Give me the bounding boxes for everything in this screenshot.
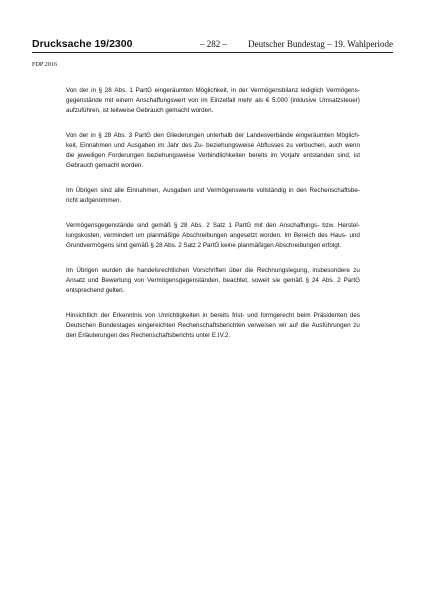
line-word: vermindert bbox=[103, 232, 134, 239]
line-word: 5.000 bbox=[272, 97, 288, 104]
line-word: § bbox=[98, 87, 103, 94]
line-word: des bbox=[317, 232, 328, 239]
line-word: der bbox=[238, 87, 248, 94]
line-text: Gebrauch gemacht worden. bbox=[66, 162, 144, 169]
line-word: bereits bbox=[248, 152, 268, 159]
line-word: des bbox=[181, 142, 192, 149]
line-word: frist- bbox=[232, 312, 245, 319]
line-word: zu bbox=[353, 322, 360, 329]
line-word: keit, bbox=[66, 142, 78, 149]
line-text: richt aufgenommen. bbox=[66, 197, 122, 204]
text-line bbox=[66, 151, 360, 161]
line-word: Im bbox=[66, 187, 73, 194]
line-word: Anschaffungs- bbox=[279, 222, 320, 229]
line-word: Ausgaben bbox=[127, 142, 156, 149]
line-word: Vorschriften bbox=[192, 267, 226, 274]
line-word: den bbox=[265, 222, 277, 229]
line-word: beim bbox=[297, 312, 311, 319]
line-word: Von bbox=[66, 132, 77, 139]
line-word: Rechenschaftsbe- bbox=[309, 187, 360, 194]
text-line bbox=[66, 131, 360, 141]
line-text: den Erläuterungen des Rechenschaftsberichts unter E.IV.2. bbox=[66, 332, 231, 339]
line-word: Rechnungslegung, bbox=[256, 267, 309, 274]
text-line bbox=[66, 106, 360, 116]
line-word: soweit bbox=[251, 277, 270, 284]
line-word: einem bbox=[116, 97, 134, 104]
line-word: im bbox=[157, 142, 165, 149]
line-word: zu bbox=[286, 142, 293, 149]
line-word: jeweiligen bbox=[77, 152, 105, 159]
line-word: und bbox=[349, 232, 360, 239]
line-word: alle bbox=[114, 187, 125, 194]
line-word: 28 bbox=[180, 222, 188, 229]
parliament-term: Deutscher Bundestag – 19. Wahlperiode bbox=[248, 39, 393, 49]
text-line bbox=[66, 86, 360, 96]
paragraph bbox=[66, 131, 360, 171]
text-line bbox=[66, 286, 360, 296]
line-word: 2 bbox=[206, 222, 210, 229]
line-word: Abs. bbox=[190, 222, 204, 229]
line-word: planmäßige bbox=[146, 232, 180, 239]
line-word: formgerecht bbox=[260, 312, 295, 319]
line-word: im bbox=[200, 97, 208, 104]
paragraph bbox=[66, 86, 360, 116]
line-word: verbuchen, bbox=[295, 142, 327, 149]
line-word: angesetzt bbox=[229, 232, 258, 239]
line-word: in bbox=[202, 312, 208, 319]
line-word: 28 bbox=[104, 132, 112, 139]
line-word: sind bbox=[100, 187, 112, 194]
text-line bbox=[66, 321, 360, 331]
line-word: Von bbox=[66, 87, 77, 94]
line-word: der bbox=[79, 87, 89, 94]
line-word: eingeräumten bbox=[154, 87, 193, 94]
line-word: Ansatz bbox=[66, 277, 86, 284]
line-word: 28 bbox=[104, 87, 112, 94]
line-word: Vermögensgegenstände bbox=[66, 222, 134, 229]
paragraph bbox=[66, 311, 360, 341]
text-line bbox=[66, 161, 360, 171]
line-word: beziehungsweise bbox=[206, 142, 255, 149]
line-word: Einnahmen, bbox=[126, 187, 161, 194]
line-word: beachtet, bbox=[223, 277, 249, 284]
line-word: PartG bbox=[343, 277, 360, 284]
line-word: sind bbox=[136, 222, 149, 229]
line-word: zu bbox=[353, 267, 360, 274]
line-word: Hinsichtlich bbox=[66, 312, 98, 319]
line-word: § bbox=[173, 222, 178, 229]
line-word: und bbox=[193, 187, 205, 194]
line-word: Anschaffungswert bbox=[135, 97, 186, 104]
text-line bbox=[66, 196, 360, 206]
line-word: Möglichkeit, bbox=[195, 87, 229, 94]
line-word: Bundestages bbox=[98, 322, 136, 329]
line-word: Abschreibungen bbox=[182, 232, 228, 239]
line-word: Abflusses bbox=[256, 142, 284, 149]
line-word: insbesondere bbox=[312, 267, 350, 274]
line-word: Unrichtigkeiten bbox=[158, 312, 200, 319]
line-text: entsprechend gelten. bbox=[66, 287, 125, 294]
line-word: 24 bbox=[311, 277, 319, 284]
line-word: Jahr bbox=[166, 142, 180, 149]
line-word: und bbox=[114, 142, 125, 149]
line-word: in bbox=[288, 187, 294, 194]
line-text: aufzuführen, ist teilweise Gebrauch gemacht worden. bbox=[66, 107, 214, 114]
line-word: sie bbox=[272, 277, 281, 284]
line-word: der bbox=[79, 132, 89, 139]
line-word: Ausführungen bbox=[311, 322, 351, 329]
page-header bbox=[32, 36, 393, 53]
text-line bbox=[66, 141, 360, 151]
line-word: Vermögensbilanz bbox=[250, 87, 299, 94]
line-word: im bbox=[270, 152, 278, 159]
line-word: ist bbox=[353, 152, 360, 159]
line-word: Einzelfall bbox=[210, 97, 236, 104]
line-word: um bbox=[135, 232, 145, 239]
line-word: PartG bbox=[234, 222, 252, 229]
line-word: Vermögenswerte bbox=[206, 187, 254, 194]
text-line bbox=[66, 186, 360, 196]
line-word: wenn bbox=[345, 142, 360, 149]
line-word: 2 bbox=[337, 277, 341, 284]
document-number bbox=[32, 38, 132, 50]
paragraph bbox=[66, 221, 360, 251]
line-word: (inklusive bbox=[290, 97, 317, 104]
line-word: von bbox=[188, 97, 199, 104]
line-word: 3 bbox=[128, 132, 133, 139]
line-word: vollständig bbox=[256, 187, 287, 194]
line-word: die bbox=[66, 152, 75, 159]
line-word: PartG bbox=[134, 132, 151, 139]
line-word: Forderungen bbox=[108, 152, 144, 159]
line-word: Abs. bbox=[321, 277, 335, 284]
line-word: lungskosten, bbox=[66, 232, 102, 239]
line-word: wurden bbox=[101, 267, 123, 274]
line-word: bereits bbox=[210, 312, 230, 319]
line-word: § bbox=[98, 132, 102, 139]
line-word: mit bbox=[104, 97, 114, 104]
line-word: als bbox=[255, 97, 264, 104]
line-word: Im bbox=[284, 232, 292, 239]
line-word: in bbox=[231, 87, 236, 94]
line-word: Herstel- bbox=[337, 222, 360, 229]
line-word: wir bbox=[278, 322, 287, 329]
line-word: 1 bbox=[129, 87, 133, 94]
line-word: die bbox=[125, 267, 134, 274]
text-line bbox=[66, 96, 360, 106]
text-line bbox=[66, 221, 360, 231]
line-word: auf bbox=[289, 322, 298, 329]
line-word: € bbox=[265, 97, 270, 104]
line-word: Umsatzsteuer) bbox=[319, 97, 360, 104]
paragraph bbox=[66, 266, 360, 296]
page-number: – 282 – bbox=[200, 39, 227, 49]
line-word: sind, bbox=[337, 152, 351, 159]
line-word: Vermögensgegenständen, bbox=[147, 277, 221, 284]
line-word: unterhalb bbox=[206, 132, 233, 139]
text-line bbox=[66, 241, 360, 251]
line-word: Verbindlichkeiten bbox=[198, 152, 246, 159]
line-word: Vermögens- bbox=[326, 87, 360, 94]
text-line bbox=[66, 231, 360, 241]
line-word: von bbox=[134, 277, 145, 284]
line-word: von bbox=[145, 312, 156, 319]
line-word: der bbox=[100, 312, 110, 319]
line-word: Im bbox=[66, 267, 73, 274]
line-word: und bbox=[88, 277, 99, 284]
line-word: § bbox=[305, 277, 310, 284]
line-word: Übrigen bbox=[76, 267, 99, 274]
line-word: eingereichten bbox=[137, 322, 176, 329]
line-word: auch bbox=[328, 142, 343, 149]
line-word: lediglich bbox=[300, 87, 324, 94]
line-word: Übrigen bbox=[75, 187, 98, 194]
line-word: die bbox=[245, 267, 254, 274]
line-word: die bbox=[300, 322, 309, 329]
line-word: Deutschen bbox=[66, 322, 96, 329]
line-word: mehr bbox=[238, 97, 253, 104]
line-word: den bbox=[153, 132, 164, 139]
line-word: 1 bbox=[228, 222, 232, 229]
text-line bbox=[66, 331, 360, 341]
line-word: verweisen bbox=[247, 322, 276, 329]
line-word: gegenstände bbox=[66, 97, 103, 104]
line-word: mit bbox=[254, 222, 263, 229]
line-word: Erkenntnis bbox=[112, 312, 143, 319]
line-word: gemäß bbox=[283, 277, 303, 284]
line-word: den bbox=[296, 187, 307, 194]
text-line bbox=[66, 311, 360, 321]
line-word: bzw. bbox=[322, 222, 335, 229]
line-word: Zu- bbox=[194, 142, 204, 149]
text-line bbox=[66, 266, 360, 276]
line-word: handelsrechtlichen bbox=[137, 267, 190, 274]
line-word: Abs. bbox=[113, 132, 127, 139]
line-word: eingeräumten bbox=[295, 132, 334, 139]
party-label: FDP 2016 bbox=[32, 61, 58, 68]
line-word: PartG bbox=[135, 87, 152, 94]
body-text bbox=[66, 86, 360, 356]
line-word: Abs. bbox=[114, 87, 127, 94]
line-word: der bbox=[235, 132, 245, 139]
line-word: worden. bbox=[259, 232, 282, 239]
document-number-value: 2300 bbox=[109, 38, 133, 50]
line-word: und bbox=[247, 312, 258, 319]
line-word: entstanden bbox=[303, 152, 335, 159]
line-word: gemäß bbox=[151, 222, 171, 229]
line-word: beziehungsweise bbox=[147, 152, 196, 159]
line-word: Landesverbände bbox=[246, 132, 294, 139]
document-number-prefix: Drucksache 19/ bbox=[32, 38, 110, 50]
line-word: Einnahmen bbox=[80, 142, 112, 149]
line-word: Rechenschaftsberichten bbox=[177, 322, 246, 329]
paragraph bbox=[66, 186, 360, 206]
line-word: Haus- bbox=[330, 232, 347, 239]
line-word: Vorjahr bbox=[280, 152, 301, 159]
line-word: des bbox=[349, 312, 360, 319]
line-word: Möglich- bbox=[336, 132, 360, 139]
line-word: über bbox=[229, 267, 242, 274]
line-word: Satz bbox=[212, 222, 226, 229]
line-word: Bewertung bbox=[101, 277, 132, 284]
text-line bbox=[66, 276, 360, 286]
line-word: Gliederungen bbox=[166, 132, 204, 139]
line-word: Ausgaben bbox=[162, 187, 192, 194]
line-word: Bereich bbox=[293, 232, 316, 239]
line-word: in bbox=[90, 132, 96, 139]
line-text: Grundvermögens sind gemäß § 28 Abs. 2 Satz 2 PartG keine planmäßigen Abschreibungen erfolgt. bbox=[66, 242, 342, 249]
line-word: Präsidenten bbox=[313, 312, 347, 319]
line-word: in bbox=[91, 87, 96, 94]
